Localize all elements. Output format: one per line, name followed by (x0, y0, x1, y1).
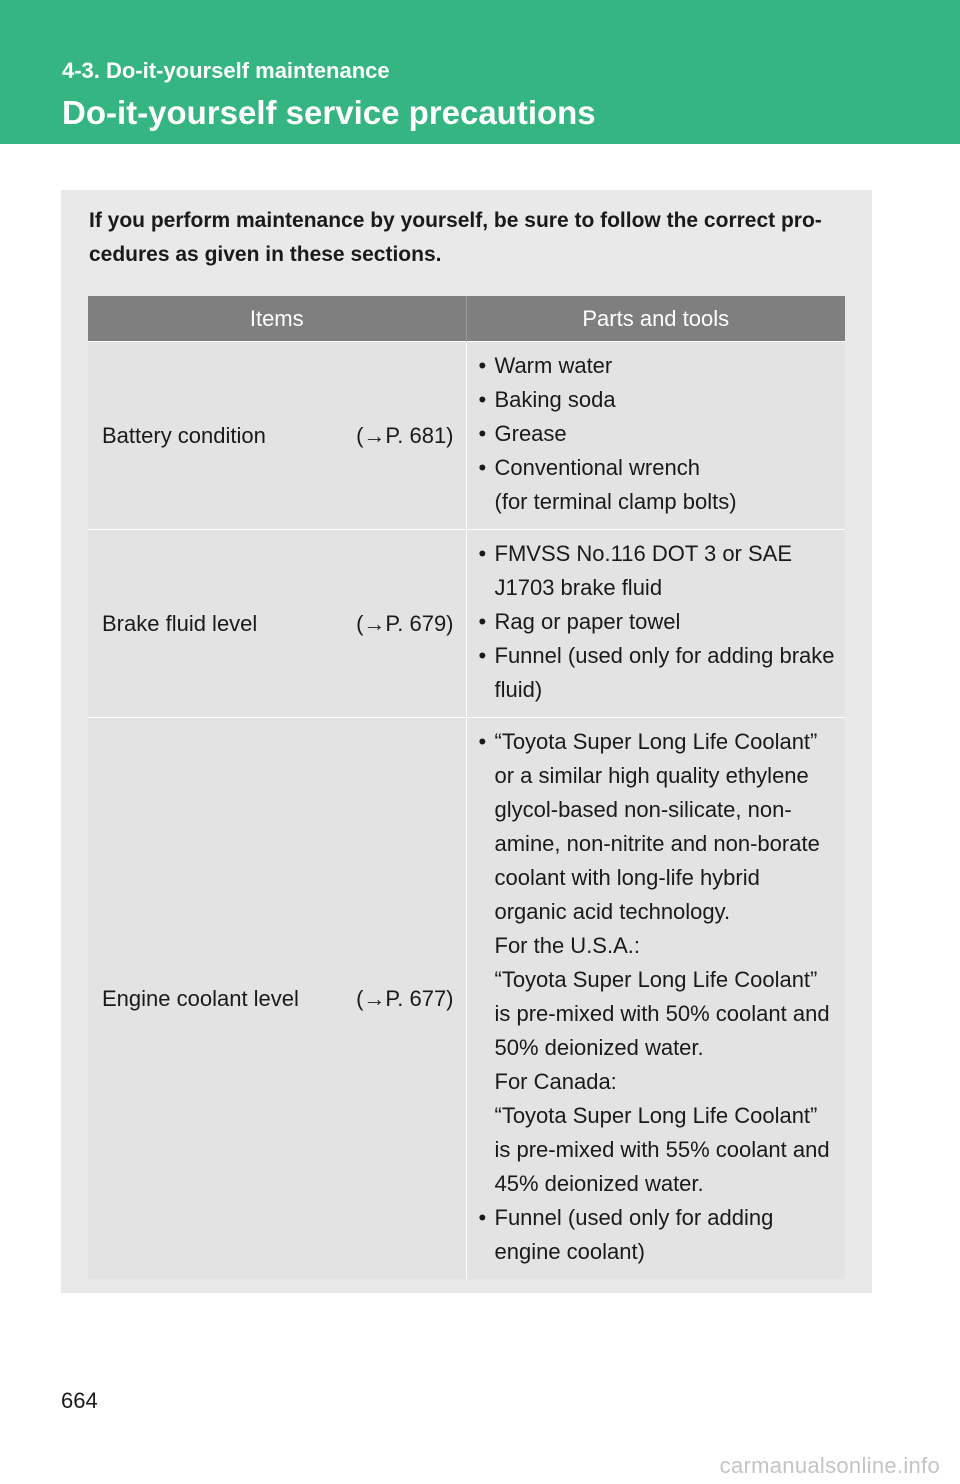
tool-text-line: or a similar high quality ethylene (494, 763, 809, 788)
item-name: Engine coolant level (102, 985, 299, 1011)
item-name: Battery condition (102, 422, 266, 448)
tool-text-line: “Toyota Super Long Life Coolant” (494, 967, 818, 992)
item-label-group (102, 607, 454, 641)
item-name: Brake fluid level (102, 610, 258, 636)
page-reference: (→P. 677) (356, 985, 454, 1011)
watermark: carmanualsonline.info (719, 1453, 940, 1478)
page-number: 664 (61, 1388, 98, 1413)
table-row (88, 342, 845, 530)
page-reference: (→P. 681) (356, 422, 454, 448)
tool-text-line: fluid) (494, 677, 543, 702)
tool-text-line: • FMVSS No.116 DOT 3 or SAE (494, 541, 793, 566)
list-item (479, 1201, 842, 1269)
item-label-group (102, 419, 454, 453)
tool-text-line: • Funnel (used only for adding brake (494, 643, 835, 668)
tool-text-line: J1703 brake fluid (494, 575, 663, 600)
tool-text-line: is pre-mixed with 50% coolant and (494, 1001, 830, 1026)
list-item (479, 639, 842, 707)
table-row (88, 718, 845, 1280)
column-header-items: Items (88, 296, 466, 342)
tool-text-line: is pre-mixed with 55% coolant and (494, 1137, 830, 1162)
tools-list (479, 349, 842, 519)
tools-cell (466, 342, 845, 530)
tool-text-line: For Canada: (494, 1069, 617, 1094)
list-item (479, 725, 842, 1201)
tool-text-line: • Baking soda (494, 387, 616, 412)
tools-list (479, 537, 842, 707)
tool-text-line: glycol-based non-silicate, non- (494, 797, 792, 822)
list-item (479, 537, 842, 605)
content-panel (61, 190, 872, 1293)
table-row (88, 530, 845, 718)
table-header-row (88, 296, 845, 342)
maintenance-table (88, 296, 845, 1279)
list-item (479, 417, 842, 451)
tool-text-line: • Warm water (494, 353, 613, 378)
tool-text-line: engine coolant) (494, 1239, 645, 1264)
tool-text-line: • Rag or paper towel (494, 609, 681, 634)
list-item (479, 451, 842, 519)
tool-text-line: organic acid technology. (494, 899, 731, 924)
page-reference: (→P. 679) (356, 610, 454, 636)
list-item (479, 605, 842, 639)
tool-text-line: coolant with long-life hybrid (494, 865, 760, 890)
tool-text-line: • “Toyota Super Long Life Coolant” (494, 729, 818, 754)
table-body (88, 342, 845, 1280)
intro-text (89, 204, 849, 272)
tool-text-line: • Funnel (used only for adding (494, 1205, 774, 1230)
tool-text-line: • Grease (494, 421, 567, 446)
tool-text-line: 50% deionized water. (494, 1035, 704, 1060)
page-title: Do-it-yourself service precautions (62, 94, 596, 131)
list-item (479, 349, 842, 383)
header-band (0, 0, 960, 144)
tool-text-line: amine, non-nitrite and non-borate (494, 831, 820, 856)
tools-cell (466, 718, 845, 1280)
intro-line: If you perform maintenance by yourself, be sure to follow the correct pro- (89, 209, 822, 232)
tool-text-line: • Conventional wrench (494, 455, 700, 480)
tool-text-line: 45% deionized water. (494, 1171, 704, 1196)
list-item (479, 383, 842, 417)
item-cell (88, 718, 466, 1280)
intro-line: cedures as given in these sections. (89, 243, 442, 266)
section-label: 4-3. Do-it-yourself maintenance (62, 58, 390, 83)
item-cell (88, 530, 466, 718)
item-cell (88, 342, 466, 530)
item-label-group (102, 982, 454, 1016)
tools-list (479, 725, 842, 1269)
tool-text-line: For the U.S.A.: (494, 933, 640, 958)
tools-cell (466, 530, 845, 718)
column-header-parts: Parts and tools (466, 296, 845, 342)
tool-text-line: (for terminal clamp bolts) (494, 489, 737, 514)
tool-text-line: “Toyota Super Long Life Coolant” (494, 1103, 818, 1128)
